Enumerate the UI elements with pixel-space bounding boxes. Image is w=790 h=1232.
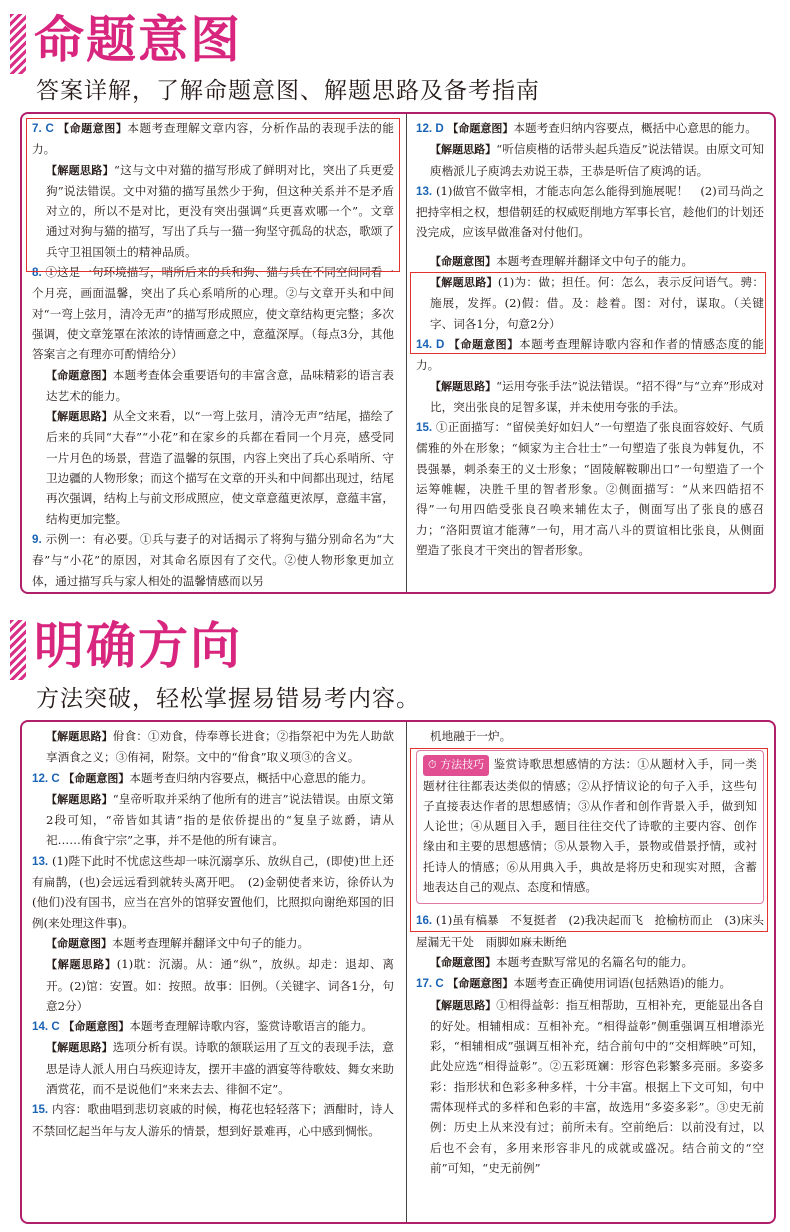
answer-15-2: 15. 内容：歌曲唱到悲切哀戚的时候，梅花也轻轻落下；酒酣时，诗人不禁回忆起当年与友人游乐的情景，想到好景难再，心中感到惆怅。 — [32, 1102, 394, 1138]
method-tips-tag: ⏱ 方法技巧 — [423, 755, 489, 775]
decorative-stripe-top — [10, 14, 26, 74]
column-divider-2 — [406, 722, 407, 1222]
answer-13-idea-2: 【解题思路】(1)耽：沉溺。从：通“纵”，放纵。却走：退却、离开。(2)馆：安置。如：按照。故事：旧例。（关键字、词各1分，句意2分） — [46, 957, 394, 1013]
answer-panel-top — [20, 112, 776, 594]
answer-11-idea: 【解题思路】佾食：①劝食，侍奉尊长进食；②指祭祀中为先人助歆享酒食之义；③侑祠，附祭。文中的“佾食”取义项③的含义。 — [46, 729, 394, 765]
decorative-stripe-bottom — [10, 620, 26, 680]
answer-12-idea-2: 【解题思路】“皇帝听取并采纳了他所有的进言”说法错误。由原文第2段可知，“帝皆如其请”指的是依侨提出的“复皇子竑爵，请从祀……侑食宁宗”之事，并不是他的所有谏言。 — [46, 791, 394, 848]
answer-14-intent-2: 14. C 【命题意图】本题考查理解诗歌内容，鉴赏诗歌语言的能力。 — [32, 1019, 373, 1034]
answer-16-intent: 【命题意图】本题考查默写常见的名篇名句的能力。 — [430, 954, 694, 969]
answer-13-intent-2: 【命题意图】本题考查理解并翻译文中句子的能力。 — [46, 935, 310, 950]
section-subtitle-direction: 方法突破，轻松掌握易错易考内容。 — [36, 686, 420, 712]
answer-9: 9. 示例一：有必要。①兵与妻子的对话揭示了将狗与猫分别命名为“大春”与“小花”的原因，对其命名原因有了交代。②使人物形象更加立体，通过描写兵与家人相处的温馨情感而以另 — [32, 531, 394, 588]
section-title-direction: 明确方向 — [34, 617, 242, 675]
answer-17-idea: 【解题思路】①相得益彰：指互相帮助，互相补充，更能显出各自的好处。相辅相成：互相补充。“相得益彰”侧重强调互相增添光彩，“相辅相成”强调互相补充，结合前句中的“交相辉映”可知，此处应选“相得益彰”。②五彩斑斓：形容色彩繁多亮丽。多姿多彩：指形状和色彩多种多样，十分丰富。根据上下文可知，句中需体现样式的多样和色彩的丰富，故选用“多姿多彩”。③史无前例：历史上从来没有过；前所未有。空前绝后：以前没有过，以后也不会有，多用来形容非凡的成就或盛况。结合前文的“空前”可知，“史无前例” — [430, 997, 764, 1175]
answer-14-intent: 14. D 【命题意图】本题考查理解诗歌内容和作者的情感态度的能力。 — [416, 336, 764, 373]
answer-column-right-2 — [416, 726, 764, 1222]
answer-14-idea-2: 【解题思路】选项分析有误。诗歌的颔联运用了互文的表现手法，意思是诗人派人用白马疾迎诗友，摆开丰盛的酒宴等待歌妓、舞女来助酒赏花，而不是说他们“来来去去、徘徊不定”。 — [46, 1040, 394, 1097]
answer-17-intent: 17. C 【命题意图】本题考查正确使用词语(包括熟语)的能力。 — [416, 976, 732, 991]
method-tips-box — [416, 750, 764, 904]
answer-8: 8. ①这是一句环境描写，哨所后来的兵和狗、猫与兵在不同空间同看一个月亮，画面温馨，突出了兵心系哨所的心理。②与文章开头和中间对“一弯上弦月，清冷无声”的描写形成照应，使文章结构更完整；多次强调，使文章笼罩在浓浓的诗情画意之中，意蕴深厚。（每点3分，其他答案言之有理亦可酌情给分） — [32, 265, 394, 362]
answer-12-idea: 【解题思路】“听信庾楷的话带头起兵造反”说法错误。由原文可知庾楷派儿子庾鸿去劝说王恭，王恭是听信了庾鸿的话。 — [430, 142, 764, 178]
answer-panel-bottom — [20, 720, 776, 1224]
answer-column-left — [32, 118, 394, 592]
answer-7-idea: 【解题思路】“这与文中对猫的描写形成了鲜明对比，突出了兵更爱狗”说法错误。文中对猫的描写虽然少于狗，但这种关系并不是矛盾对立的，所以不是对比，更没有突出强调“兵更喜欢哪一个”。文章通过对狗与猫的描写，写出了兵与一猫一狗坚守孤岛的状态，歌颂了兵守卫祖国领土的精神品质。 — [46, 162, 394, 259]
answer-7-intent: 7. C 【命题意图】本题考查理解文章内容，分析作品的表现手法的能力。 — [32, 121, 394, 157]
column-divider — [406, 114, 407, 592]
answer-13-intent: 【命题意图】本题考查理解并翻译文中句子的能力。 — [430, 253, 694, 268]
method-tips-text: 鉴赏诗歌思想感情的方法：①从题材入手，同一类题材往往都表达类似的情感；②从抒情议论的句子入手，这些句子直接表达作者的思想感情；③从作者和创作背景入手，做到知人论世；④从题目入手，题目往往交代了诗歌的主要内容、创作缘由和主要的思想感情；⑤从景物入手，景物或借景抒情，或衬托诗人的情感；⑥从用典入手，典故是将历史和现实对照，含蓄地表达自己的观点、态度和情感。 — [423, 757, 757, 895]
answer-14-idea: 【解题思路】“运用夸张手法”说法错误。“招不得”与“立弃”形成对比，突出张良的足智多谋，并未使用夸张的手法。 — [430, 378, 764, 414]
clock-icon: ⏱ — [428, 758, 437, 772]
answer-12-intent-2: 12. C 【命题意图】本题考查归纳内容要点，概括中心意思的能力。 — [32, 770, 373, 785]
section-subtitle-intent: 答案详解，了解命题意图、解题思路及备考指南 — [36, 78, 540, 104]
answer-15-tail: 机地融于一炉。 — [430, 729, 512, 743]
section-title-intent: 命题意图 — [34, 11, 242, 69]
answer-13-2: 13. (1)陛下此时不忧虑这些却一味沉溺享乐、放纵自己，(即使)世上还有扁鹊，(也)会远远看到就转头离开吧。 (2)金朝使者来访，徐侨认为(他们)没有国书，应当在宫外的馆驿安置他们，比照拟向谢绝郑国的旧例(来处理这件事)。 — [32, 853, 394, 930]
answer-16: 16. (1)虽有槁暴 不复挺者 (2)我决起而飞 抢榆枋而止 (3)床头屋漏无干处 雨脚如麻未断绝 — [416, 913, 764, 949]
answer-13: 13. (1)做官不做宰相，才能志向怎么能得到施展呢！ (2)司马尚之把持宰相之权，想借朝廷的权威贬削地方军事长官，趁他们的计划还没完成，应该早做准备对付他们。 — [416, 183, 764, 240]
answer-15: 15. ①正面描写：“留侯美好如妇人”一句塑造了张良面容姣好、气质儒雅的外在形象；“倾家为主合壮士”一句塑造了张良为韩复仇，不畏强暴，刺杀秦王的义士形象；“固陵解鞍聊出口”一句塑造了一个运筹帷幄，决胜千里的智者形象。②侧面描写：“从来四皓招不得”一句用四皓受张良召唤来辅佐太子，侧面写出了张良的感召力；“洛阳贾谊才能薄”一句，用才高八斗的贾谊相比张良，从侧面塑造了张良才干突出的智者形象。 — [416, 420, 764, 557]
answer-8-intent: 【命题意图】本题考查体会重要语句的丰富含意，品味精彩的语言表达艺术的能力。 — [46, 367, 394, 403]
answer-8-idea: 【解题思路】从全文来看，以“一弯上弦月，清冷无声”结尾，描绘了后来的兵同“大春”“小花”和在家乡的兵都在看同一个月亮，感受同一片月色的场景，营造了温馨的氛围，内容上突出了兵心系哨所、守卫边疆的人物形象；而这个描写在文章的开头和中间都出现过，结尾再次强调，结构上与前文形成照应，使文章意蕴更浓厚，意蕴丰富，结构更加完整。 — [46, 409, 394, 526]
answer-column-right — [416, 118, 764, 592]
answer-column-left-2 — [32, 726, 394, 1222]
answer-13-idea: 【解题思路】(1)为：做；担任。何：怎么，表示反问语气。骋：施展，发挥。(2)假：借。及：趁着。图：对付，谋取。（关键字、词各1分，句意2分） — [430, 275, 764, 331]
answer-12-intent: 12. D 【命题意图】本题考查归纳内容要点，概括中心意思的能力。 — [416, 121, 757, 135]
